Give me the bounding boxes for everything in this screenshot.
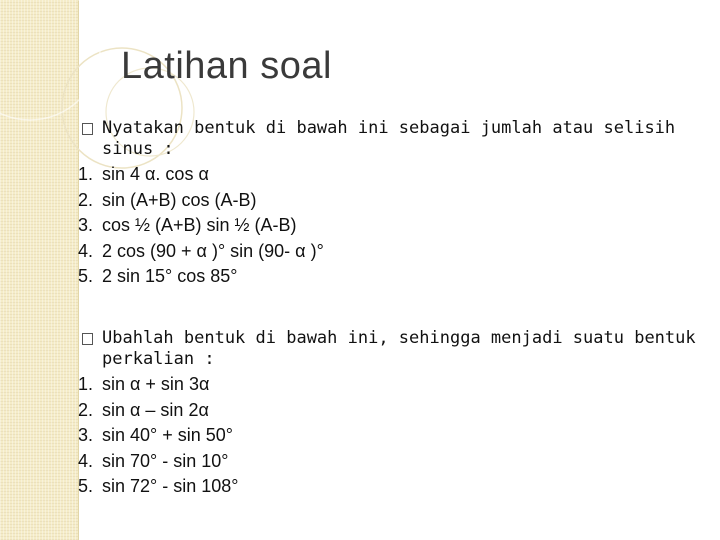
list-item: 2. sin α – sin 2α	[78, 399, 209, 420]
instruction-2	[78, 328, 708, 370]
list-item: 4. 2 cos (90 + α )° sin (90- α )°	[78, 240, 324, 261]
checkbox-bullet-icon	[82, 123, 93, 135]
problem-list-1	[78, 162, 708, 290]
question-section-2	[78, 328, 708, 500]
problem-list-2	[78, 372, 708, 500]
instruction-text: Ubahlah bentuk di bawah ini, sehingga menjadi suatu bentuk perkalian :	[102, 328, 696, 369]
list-item: 5. sin 72° - sin 108°	[78, 476, 239, 496]
list-item: 4. sin 70° - sin 10°	[78, 450, 229, 471]
question-section-1	[78, 118, 708, 290]
list-item: 1. sin α + sin 3α	[78, 374, 210, 394]
instruction-1	[78, 118, 708, 160]
list-item: 2. sin (A+B) cos (A-B)	[78, 189, 257, 210]
decorative-sidebar	[0, 0, 79, 540]
list-item: 3. cos ½ (A+B) sin ½ (A-B)	[78, 215, 297, 235]
instruction-text: Nyatakan bentuk di bawah ini sebagai jumlah atau selisih sinus :	[102, 118, 676, 159]
page-title: Latihan soal	[121, 45, 332, 87]
list-item: 1. sin 4 α. cos α	[78, 164, 209, 184]
list-item: 5. 2 sin 15° cos 85°	[78, 266, 238, 286]
list-item: 3. sin 40° + sin 50°	[78, 425, 233, 445]
checkbox-bullet-icon	[82, 333, 93, 345]
